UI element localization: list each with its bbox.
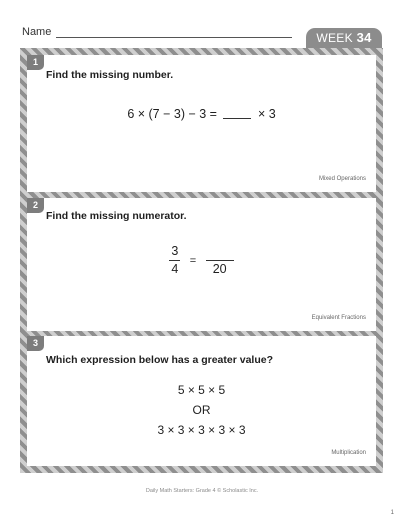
week-label: WEEK bbox=[316, 31, 353, 45]
problem-number-badge: 3 bbox=[27, 336, 44, 351]
problem-panel-2 bbox=[27, 198, 376, 331]
problem-prompt: Which expression below has a greater value? bbox=[46, 354, 273, 366]
problem-number-badge: 2 bbox=[27, 198, 44, 213]
fraction-left bbox=[169, 244, 180, 277]
equation bbox=[27, 107, 376, 121]
fraction-bar bbox=[206, 260, 234, 261]
fraction-equation bbox=[27, 244, 376, 277]
fraction-left-denominator: 4 bbox=[171, 262, 179, 276]
week-number: 34 bbox=[356, 30, 372, 45]
fraction-bar bbox=[169, 260, 180, 261]
problem-panel-1 bbox=[27, 55, 376, 192]
equation-left: 6 × (7 − 3) − 3 = bbox=[127, 107, 217, 121]
problem-prompt: Find the missing numerator. bbox=[46, 210, 187, 222]
skill-label: Mixed Operations bbox=[318, 176, 366, 182]
fraction-right bbox=[206, 244, 234, 277]
fraction-left-numerator: 3 bbox=[171, 244, 179, 258]
missing-numerator-blank[interactable] bbox=[206, 244, 234, 259]
name-label: Name bbox=[22, 26, 52, 38]
problem-panel-3 bbox=[27, 336, 376, 466]
expression-block bbox=[27, 380, 376, 440]
expression-1: 5 × 5 × 5 bbox=[177, 383, 226, 397]
or-label: OR bbox=[192, 403, 211, 417]
page-number: 1 bbox=[390, 510, 394, 516]
name-line bbox=[56, 37, 292, 38]
skill-label: Multiplication bbox=[331, 450, 366, 456]
fraction-right-denominator: 20 bbox=[212, 262, 227, 276]
problem-number-badge: 1 bbox=[27, 55, 44, 70]
problem-prompt: Find the missing number. bbox=[46, 69, 174, 81]
answer-blank[interactable] bbox=[223, 118, 251, 119]
equals-sign: = bbox=[189, 254, 197, 267]
week-tab bbox=[306, 28, 382, 48]
equation-right: × 3 bbox=[257, 107, 276, 121]
footer-credit: Daily Math Starters: Grade 4 © Scholastic Inc. bbox=[145, 488, 259, 494]
skill-label: Equivalent Fractions bbox=[311, 315, 366, 321]
expression-2: 3 × 3 × 3 × 3 × 3 bbox=[157, 423, 246, 437]
name-row bbox=[22, 26, 292, 42]
